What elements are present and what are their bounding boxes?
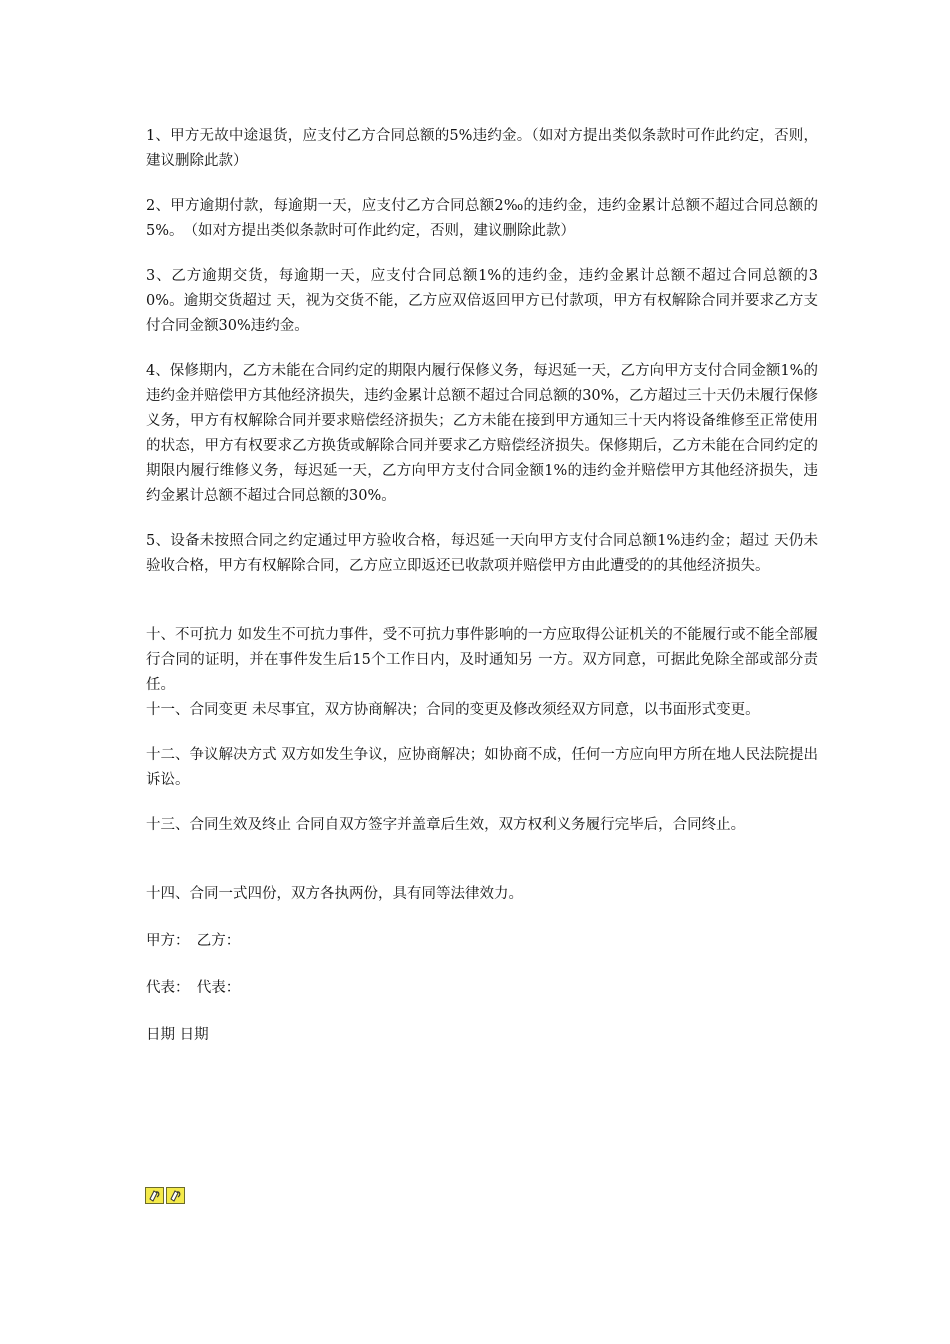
article-effect: 十三、合同生效及终止 合同自双方签字并盖章后生效，双方权利义务履行完毕后，合同终止。 [146,817,746,833]
article-copies: 十四、合同一式四份，双方各执两份，具有同等法律效力。 [146,886,523,902]
clause-3: 3、乙方逾期交货，每逾期一天，应支付合同总额1%的违约金，违约金累计总额不超过合同总额的30%。逾期交货超过 天，视为交货不能，乙方应双倍返回甲方已付款项，甲方有权解除合同并要求乙方支付合同金额30%违约金。 [146,268,818,334]
clause-2: 2、甲方逾期付款，每逾期一天，应支付乙方合同总额2‰的违约金，违约金累计总额不超过合同总额的5%。 （如对方提出类似条款时可作此约定，否则，建议删除此款） [146,198,818,239]
clause-5: 5、设备未按照合同之约定通过甲方验收合格，每迟延一天向甲方支付合同总额1%违约金；超过 天仍未验收合格，甲方有权解除合同，乙方应立即返还已收款项并赔偿甲方由此遭受的的其他经济损失。 [146,533,818,574]
article-amendment: 十一、合同变更 未尽事宜，双方协商解决；合同的变更及修改须经双方同意，以书面形式变更。 [146,702,760,718]
article-force-majeure: 十、不可抗力 如发生不可抗力事件，受不可抗力事件影响的一方应取得公证机关的不能履行或不能全部履行合同的证明，并在事件发生后15个工作日内，及时通知另 一方。双方同意，可据此免除全部或部分责任。 [146,627,818,693]
edit-icons-group [145,1187,185,1204]
signature-dates: 日期 日期 [146,1027,209,1043]
clause-1: 1、甲方无故中途退货，应支付乙方合同总额的5%违约金。（如对方提出类似条款时可作此约定，否则，建议删除此款） [146,128,818,169]
clause-4: 4、保修期内，乙方未能在合同约定的期限内履行保修义务，每迟延一天，乙方向甲方支付合同金额1%的违约金并赔偿甲方其他经济损失，违约金累计总额不超过合同总额的30%，乙方超过三十天仍未履行保修义务，甲方有权解除合同并要求赔偿经济损失；乙方未能在接到甲方通知三十天内将设备维修至正常使用的状态，甲方有权要求乙方换货或解除合同并要求乙方赔偿经济损失。保修期后，乙方未能在合同约定的期限内履行维修义务，每迟延一天，乙方向甲方支付合同金额1%的违约金并赔偿甲方其他经济损失，违约金累计总额不超过合同总额的30%。 [146,363,818,504]
signature-parties: 甲方： 乙方： [146,933,241,949]
signature-representatives: 代表： 代表： [146,980,241,996]
edit-link-icon[interactable] [145,1187,164,1204]
document-body [146,124,818,1048]
edit-link-icon[interactable] [166,1187,185,1204]
article-dispute: 十二、争议解决方式 双方如发生争议，应协商解决；如协商不成，任何一方应向甲方所在地人民法院提出诉讼。 [146,747,818,788]
